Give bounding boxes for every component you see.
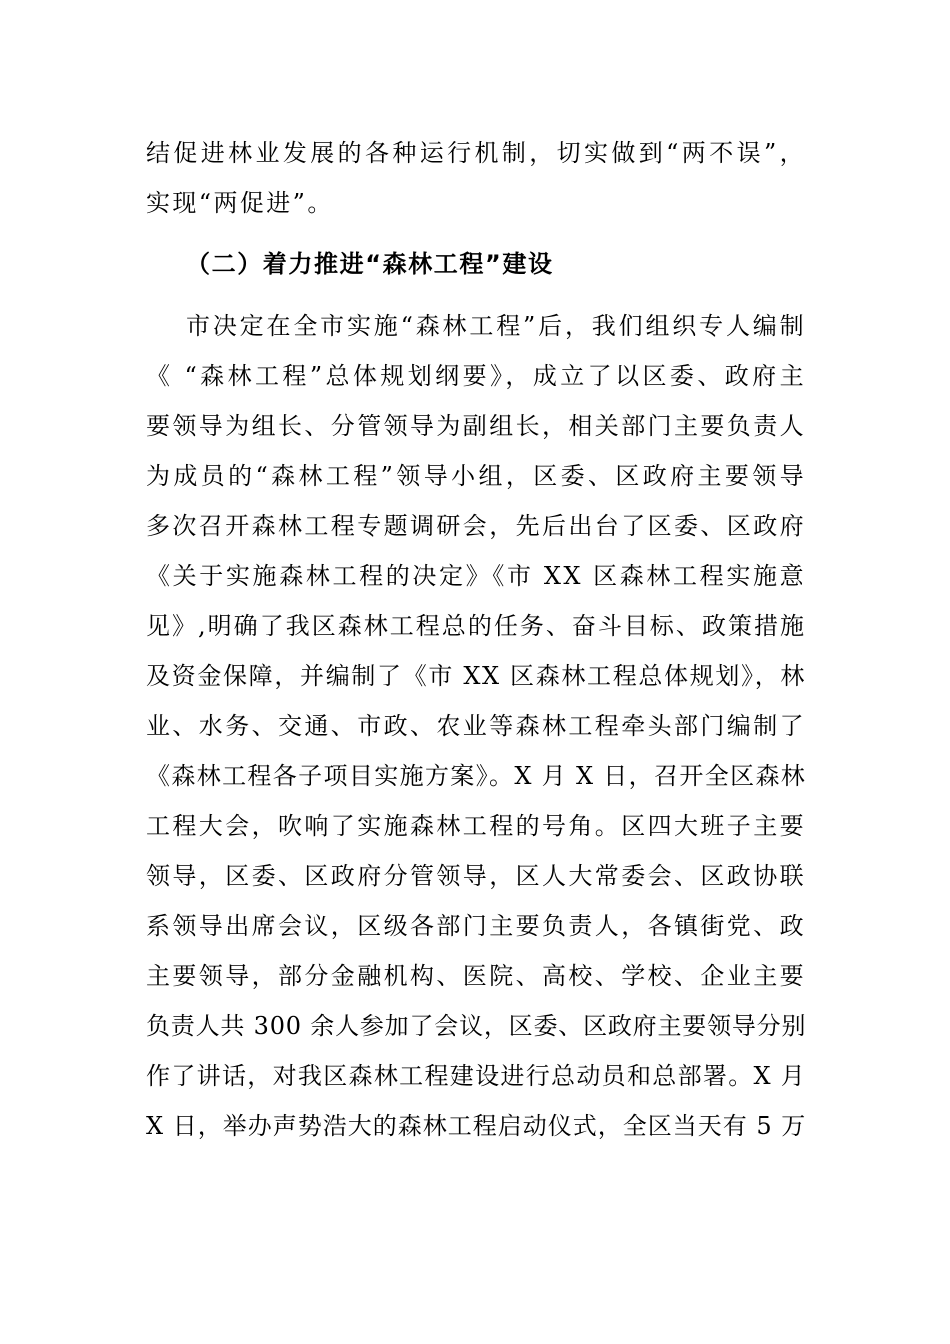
paragraph-2-line-13: 系领导出席会议，区级各部门主要负责人，各镇街党、政 xyxy=(146,912,806,940)
paragraph-2-line-2: 《 “森林工程”总体规划纲要》，成立了以区委、政府主 xyxy=(146,362,806,390)
paragraph-2-line-4: 为成员的“森林工程”领导小组，区委、区政府主要领导 xyxy=(146,462,806,490)
paragraph-1-line-1: 结促进林业发展的各种运行机制，切实做到“两不误”， xyxy=(146,139,806,167)
paragraph-2-line-1: 市决定在全市实施“森林工程”后，我们组织专人编制 xyxy=(186,312,806,340)
paragraph-2-line-8: 及资金保障，并编制了《市 XX 区森林工程总体规划》，林 xyxy=(146,662,806,690)
paragraph-2-line-14: 主要领导，部分金融机构、医院、高校、学校、企业主要 xyxy=(146,962,806,990)
paragraph-1-line-2: 实现“两促进”。 xyxy=(146,189,334,217)
section-heading: （二）着力推进“森林工程”建设 xyxy=(186,250,554,278)
paragraph-2-line-6: 《关于实施森林工程的决定》《市 XX 区森林工程实施意 xyxy=(146,562,806,590)
paragraph-2-line-15: 负责人共 300 余人参加了会议，区委、区政府主要领导分别 xyxy=(146,1012,807,1040)
paragraph-2-line-17: X 日，举办声势浩大的森林工程启动仪式，全区当天有 5 万 xyxy=(146,1112,807,1140)
paragraph-2-line-16: 作了讲话，对我区森林工程建设进行总动员和总部署。X 月 xyxy=(146,1062,806,1090)
paragraph-2-line-12: 领导，区委、区政府分管领导，区人大常委会、区政协联 xyxy=(146,862,806,890)
paragraph-2-line-11: 工程大会，吹响了实施森林工程的号角。区四大班子主要 xyxy=(146,812,806,840)
paragraph-2-line-7: 见》,明确了我区森林工程总的任务、奋斗目标、政策措施 xyxy=(146,612,806,640)
paragraph-2-line-9: 业、水务、交通、市政、农业等森林工程牵头部门编制了 xyxy=(146,712,806,740)
paragraph-2-line-10: 《森林工程各子项目实施方案》。X 月 X 日，召开全区森林 xyxy=(146,762,806,790)
paragraph-2-line-3: 要领导为组长、分管领导为副组长，相关部门主要负责人 xyxy=(146,412,806,440)
paragraph-2-line-5: 多次召开森林工程专题调研会，先后出台了区委、区政府 xyxy=(146,512,806,540)
